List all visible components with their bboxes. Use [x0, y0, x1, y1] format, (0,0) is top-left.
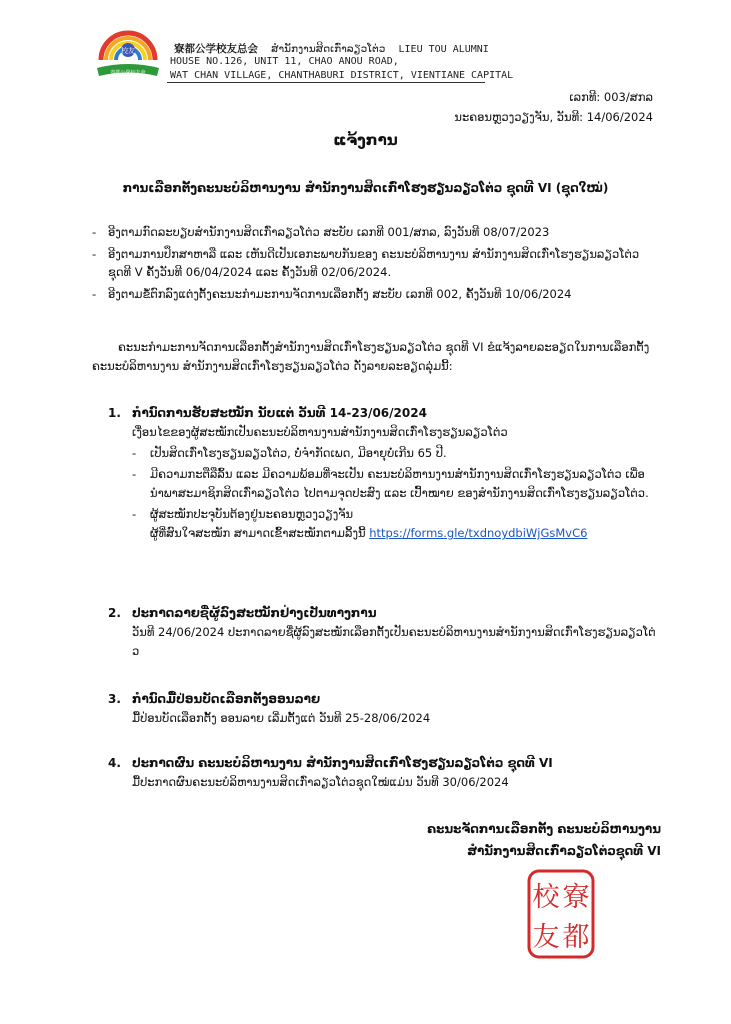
official-seal	[526, 868, 596, 960]
signature-line-2: ສຳນັກງານສິດເກົ່າລຽວໂຕ່ວຊຸດທີ VI	[467, 844, 661, 858]
org-name-row	[174, 37, 489, 56]
section-3	[108, 690, 662, 728]
org-name-lao: ສຳນັກງານສິດເກົ່າລຽວໂຕ່ວ	[271, 43, 386, 55]
seal-char: 寮	[562, 882, 590, 913]
page-title: ແຈ້ງການ	[333, 131, 398, 149]
application-form-link[interactable]: https://forms.gle/txdnoydbiWjGsMvC6	[369, 526, 588, 540]
section-number: 1.	[108, 406, 121, 420]
signature-line-1: ຄະນະຈັດການເລືອກຕັ້ງ ຄະນະບໍລິຫານງານ	[427, 822, 661, 836]
intro-paragraph: ຄະນະກຳມະການຈັດການເລືອກຕັ້ງສຳນັກງານສິດເກົ່າໂຮງຮຽນລຽວໂຕ່ວ ຊຸດທີ VI ຂໍແຈ້ງລາຍລະອຽດໃນການເລືອກຕັ້ງຄະນະບໍລິຫານງານ ສຳນັກງານສິດເກົ່າໂຮງຮຽນລຽວໂຕ່ວ ດັ່ງລາຍລະອຽດລຸ່ມນີ້:	[92, 340, 650, 373]
header-divider	[167, 82, 485, 83]
condition-item: - ເປັນສິດເກົ່າໂຮງຮຽນລຽວໂຕ່ວ, ບໍ່ຈຳກັດເພດ, ມີອາຍຸບໍ່ເກີນ 65 ປີ.	[132, 444, 662, 463]
section-number: 2.	[108, 606, 121, 620]
seal-char: 校	[532, 882, 560, 913]
reference-item: - ອີງຕາມຂໍ້ຕົກລົງແຕ່ງຕັ້ງຄະນະກຳມະການຈັດການເລືອກຕັ້ງ ສະບັບ ເລກທີ 002, ຄັ້ງວັນທີ 10/06/2024	[92, 285, 652, 303]
seal-char: 友	[532, 922, 560, 953]
condition-item-location: - ຜູ້ສະໝັກປະຈຸບັນຕ້ອງຢູ່ນະຄອນຫຼວງວຽງຈັນ	[132, 505, 662, 524]
section-body: ມື້ປ່ອນບັດເລືອກຕັ້ງ ອອນລາຍ ເລີ່ມຕັ້ງແຕ່ ວັນທີ 25-28/06/2024	[132, 711, 431, 725]
section-4	[108, 754, 662, 792]
reference-list	[92, 223, 652, 307]
logo-text: 校友	[121, 47, 135, 55]
reference-item: - ອີງຕາມກົດລະບຽບສຳນັກງານສິດເກົ່າລຽວໂຕ່ວ ສະບັບ ເລກທີ 001/ສກລ, ລົງວັນທີ 08/07/2023	[92, 223, 652, 241]
seal-char: 都	[562, 922, 590, 953]
section-title: ກຳນົດມື້ປ່ອນບັດເລືອກຕັ້ງອອນລາຍ	[132, 692, 321, 706]
page-subtitle: ການເລືອກຕັ້ງຄະນະບໍລິຫານງານ ສຳນັກງານສິດເກົ່າໂຮງຮຽນລຽວໂຕ່ວ ຊຸດທີ VI (ຊຸດໃໝ່)	[122, 181, 609, 195]
section-number: 4.	[108, 756, 121, 770]
section-title: ປະກາດລາຍຊື່ຜູ້ລົງສະໝັກຢ່າງເປັນທາງການ	[132, 606, 377, 620]
reference-item: - ອີງຕາມການປຶກສາຫາລື ແລະ ເຫັນດີເປັນເອກະພາບກັນຂອງ ຄະນະບໍລິຫານງານ ສຳນັກງານສິດເກົ່າໂຮງຮຽນລຽວໂຕ່ວ ຊຸດທີ V ຄັ້ງວັນທີ 06/04/2024 ແລະ ຄັ້ງວັນທີ 02/06/2024.	[92, 245, 652, 281]
section-body: ວັນທີ 24/06/2024 ປະກາດລາຍຊື່ຜູ້ລົງສະໝັກເລືອກຕັ້ງເປັນຄະນະບໍລິຫານງານສຳນັກງານສິດເກົ່າໂຮງຮຽນລຽວໂຕ່ວ	[132, 625, 656, 658]
section-title: ກຳນົດການຮັບສະໝັກ ນັບແຕ່ ວັນທີ 14-23/06/2024	[132, 406, 427, 420]
section-number: 3.	[108, 692, 121, 706]
address-line-1: HOUSE NO.126, UNIT 11, CHAO ANOU ROAD,	[170, 56, 399, 67]
document-number: ເລກທີ: 003/ສກລ	[569, 90, 653, 104]
application-link-row	[132, 524, 662, 543]
org-name-english: LIEU TOU ALUMNI	[398, 44, 489, 55]
section-body: ມື້ປະກາດຜົນຄະນະບໍລິຫານງານສິດເກົ່າລຽວໂຕ່ວຊຸດໃໝ່ແມ່ນ ວັນທີ 30/06/2024	[132, 775, 509, 789]
address-line-2: WAT CHAN VILLAGE, CHANTHABURI DISTRICT, VIENTIANE CAPITAL	[170, 70, 514, 81]
section-1	[108, 404, 662, 543]
alumni-logo	[93, 20, 163, 82]
org-name-chinese: 寮都公学校友总会	[174, 43, 258, 55]
section-body: ເງື່ອນໄຂຂອງຜູ້ສະໝັກເປັນຄະນະບໍລິຫານງານສຳນັກງານສິດເກົ່າໂຮງຮຽນລຽວໂຕ່ວ	[132, 425, 508, 439]
place-date: ນະຄອນຫຼວງວຽງຈັນ, ວັນທີ: 14/06/2024	[454, 110, 653, 124]
application-link-label: ຜູ້ທີ່ສົນໃຈສະໝັກ ສາມາດເຂົ້າສະໝັກຕາມລິ້ງນີ້	[150, 526, 366, 540]
condition-item: - ມີຄວາມກະຕືລືລົ້ນ ແລະ ມີຄວາມພ້ອມທີ່ຈະເປັນ ຄະນະບໍລິຫານງານສຳນັກງານສິດເກົ່າໂຮງຮຽນລຽວໂຕ່ວ ເພື່ອນຳພາສະມາຊິກສິດເກົ່າລຽວໂຕ່ວ ໄປຕາມຈຸດປະສົງ ແລະ ເປົ້າໝາຍ ຂອງສຳນັກງານສິດເກົ່າໂຮງຮຽນລຽວໂຕ່ວ.	[132, 465, 662, 503]
section-2	[108, 604, 662, 661]
section-title: ປະກາດຜົນ ຄະນະບໍລິຫານງານ ສຳນັກງານສິດເກົ່າໂຮງຮຽນລຽວໂຕ່ວ ຊຸດທີ VI	[132, 756, 553, 770]
logo-banner-text: 寮都公學校友會	[110, 70, 146, 76]
signature-block	[427, 818, 661, 862]
